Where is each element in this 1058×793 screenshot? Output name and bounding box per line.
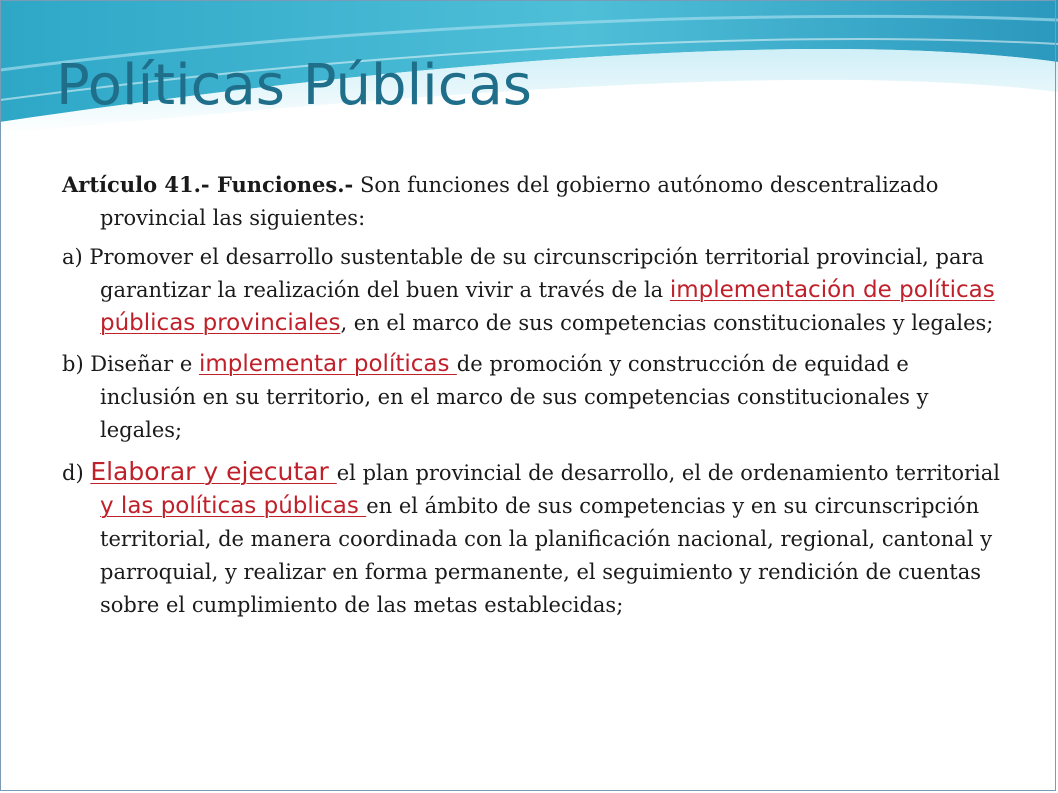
article-intro: Son funciones del gobierno autónomo descentralizado provincial las siguientes:	[100, 173, 939, 230]
item-d-text-mid: el plan provincial de desarrollo, el de ordenamiento territorial	[336, 461, 1000, 485]
article-paragraph	[62, 168, 1002, 235]
item-d-link-politicas[interactable]: y las políticas públicas	[100, 493, 367, 519]
article-heading: Artículo 41.- Funciones.-	[62, 172, 354, 197]
item-b-paragraph	[62, 348, 1002, 447]
slide-body	[62, 168, 1002, 628]
item-a-text-end: , en el marco de sus competencias constitucionales y legales;	[340, 311, 994, 335]
item-d-link-elaborar[interactable]: Elaborar y ejecutar	[90, 457, 337, 486]
item-b-text: b) Diseñar e	[62, 352, 199, 376]
item-a-paragraph	[62, 241, 1002, 340]
item-d-text: d)	[62, 461, 91, 485]
item-a-link[interactable]: implementación de políticas públicas provinciales	[100, 277, 995, 336]
slide-title: Políticas Públicas	[56, 53, 532, 118]
item-d-text-end: en el ámbito de sus competencias y en su circunscripción territorial, de manera coordinada con la planificación nacional, regional, cantonal y parroquial, y realizar en forma permanente, el seguimiento y rendición de cuentas sobre el cumplimiento de las metas establecidas;	[100, 494, 993, 617]
item-b-text-end: de promoción y construcción de equidad e inclusión en su territorio, en el marco de sus competencias constitucionales y legales;	[100, 352, 929, 442]
item-b-link[interactable]: implementar políticas	[198, 351, 457, 377]
item-d-paragraph	[62, 455, 1002, 622]
item-a-text: a) Promover el desarrollo sustentable de su circunscripción territorial provincial, para garantizar la realización del buen vivir a través de la	[62, 245, 985, 302]
